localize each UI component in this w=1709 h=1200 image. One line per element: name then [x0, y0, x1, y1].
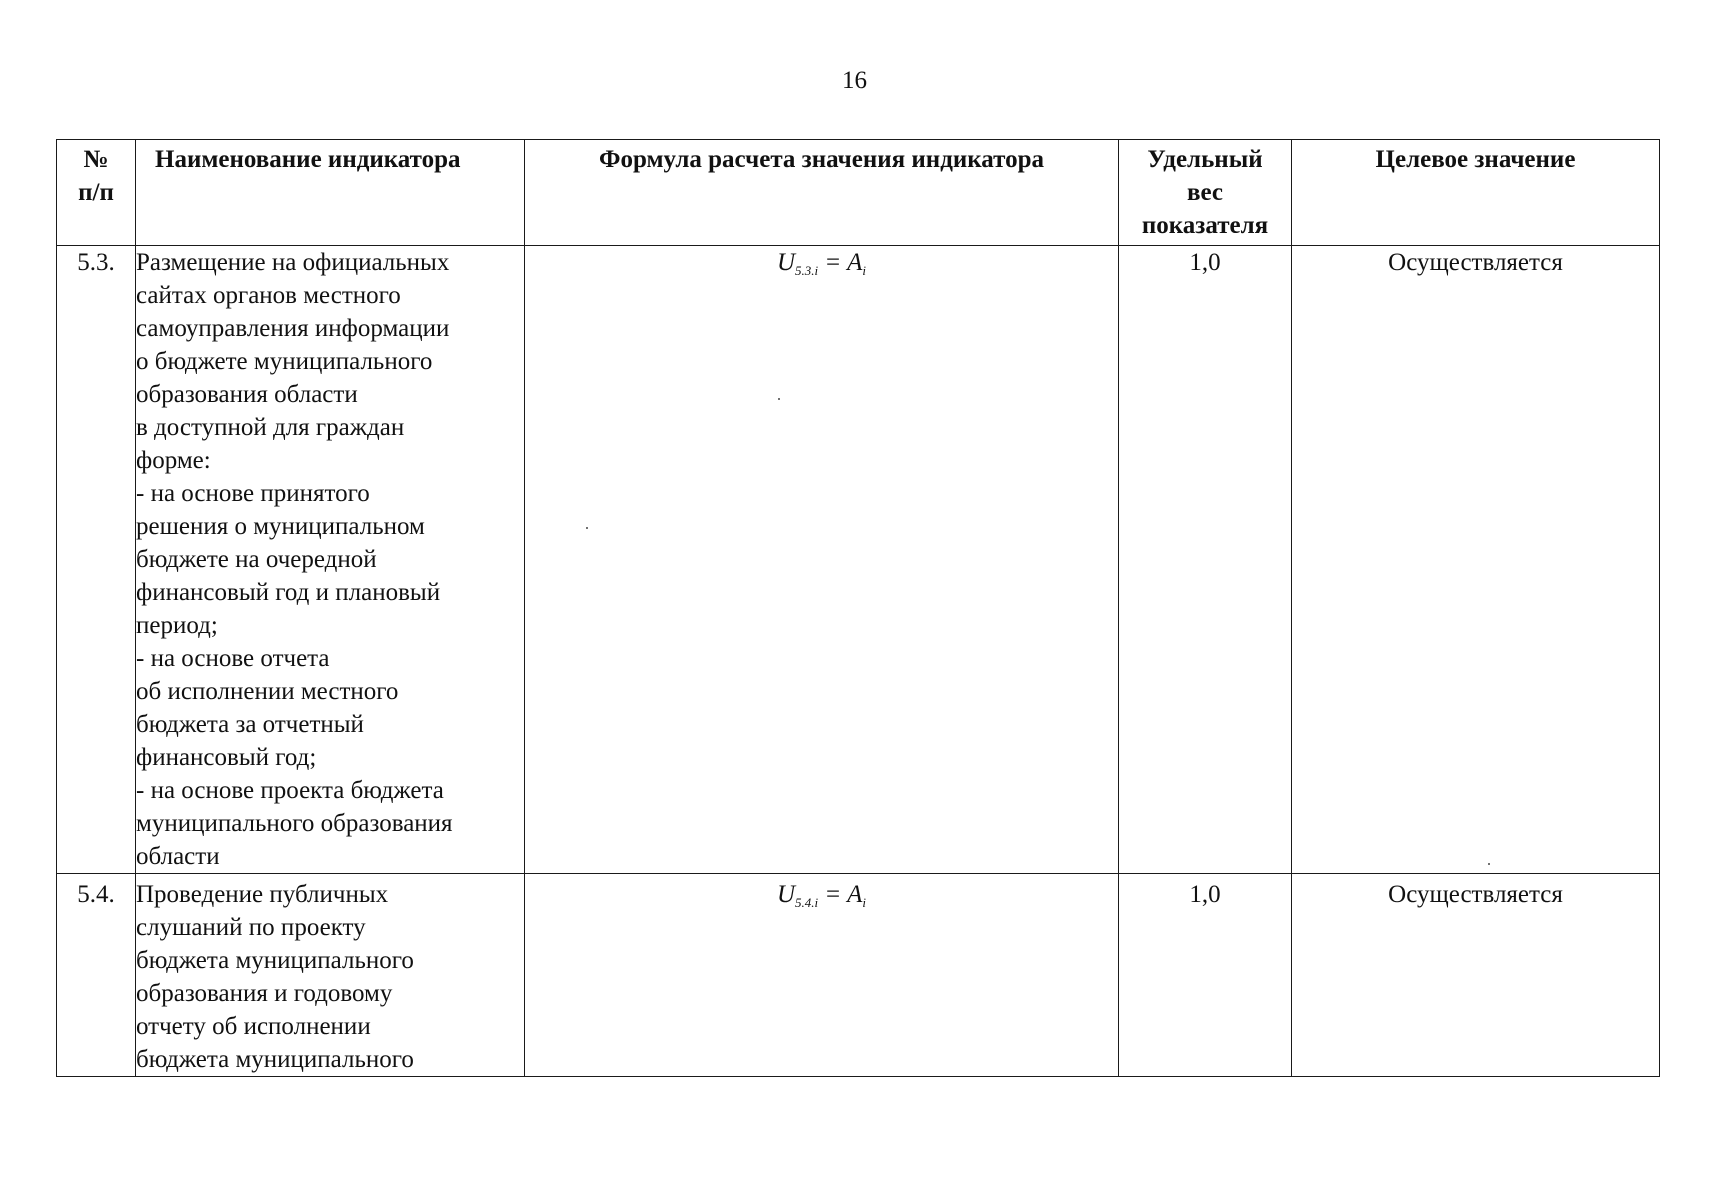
formula-symbol: U [776, 881, 796, 908]
scan-speck [1488, 863, 1490, 865]
page-number: 16 [842, 67, 867, 94]
row-number: 5.3. [57, 246, 136, 874]
table-row [57, 246, 1660, 874]
indicator-target: Осуществляется [1292, 246, 1660, 874]
row-number: 5.4. [57, 874, 136, 1077]
header-formula: Формула расчета значения индикатора [525, 140, 1119, 246]
table-row [57, 874, 1660, 1077]
indicator-name: Проведение публичных слушаний по проекту бюджета муниципального образования и годовому отчету об исполнении бюджета муниципального [136, 874, 525, 1077]
header-weight: Удельный вес показателя [1119, 140, 1292, 246]
indicator-name: Размещение на официальных сайтах органов местного самоуправления информации о бюджете муниципального образования области в доступной для граждан форме: - на основе принятого решения о муниципальном бюджете на очередной финансовый год и плановый период; - на основе отчета об исполнении местного бюджета за отчетный финансовый год; - на основе проекта бюджета муниципального образования области [136, 246, 525, 874]
formula-subscript-2: i [862, 895, 866, 910]
indicator-weight: 1,0 [1119, 246, 1292, 874]
formula-subscript: 5.4.i [795, 895, 819, 910]
header-num: № п/п [57, 140, 136, 246]
scan-speck [778, 398, 780, 400]
header-name: Наименование индикатора [136, 140, 525, 246]
scan-speck [586, 527, 588, 529]
indicator-target: Осуществляется [1292, 874, 1660, 1077]
formula-subscript: 5.3.i [795, 263, 819, 278]
formula-subscript-2: i [862, 263, 866, 278]
indicator-formula [525, 246, 1119, 874]
formula-rest: = A [818, 249, 863, 276]
formula-symbol: U [776, 249, 796, 276]
header-target: Целевое значение [1292, 140, 1660, 246]
table-header-row [57, 140, 1660, 246]
formula-rest: = A [818, 881, 863, 908]
indicator-formula [525, 874, 1119, 1077]
indicator-weight: 1,0 [1119, 874, 1292, 1077]
indicators-table [56, 139, 1660, 1077]
